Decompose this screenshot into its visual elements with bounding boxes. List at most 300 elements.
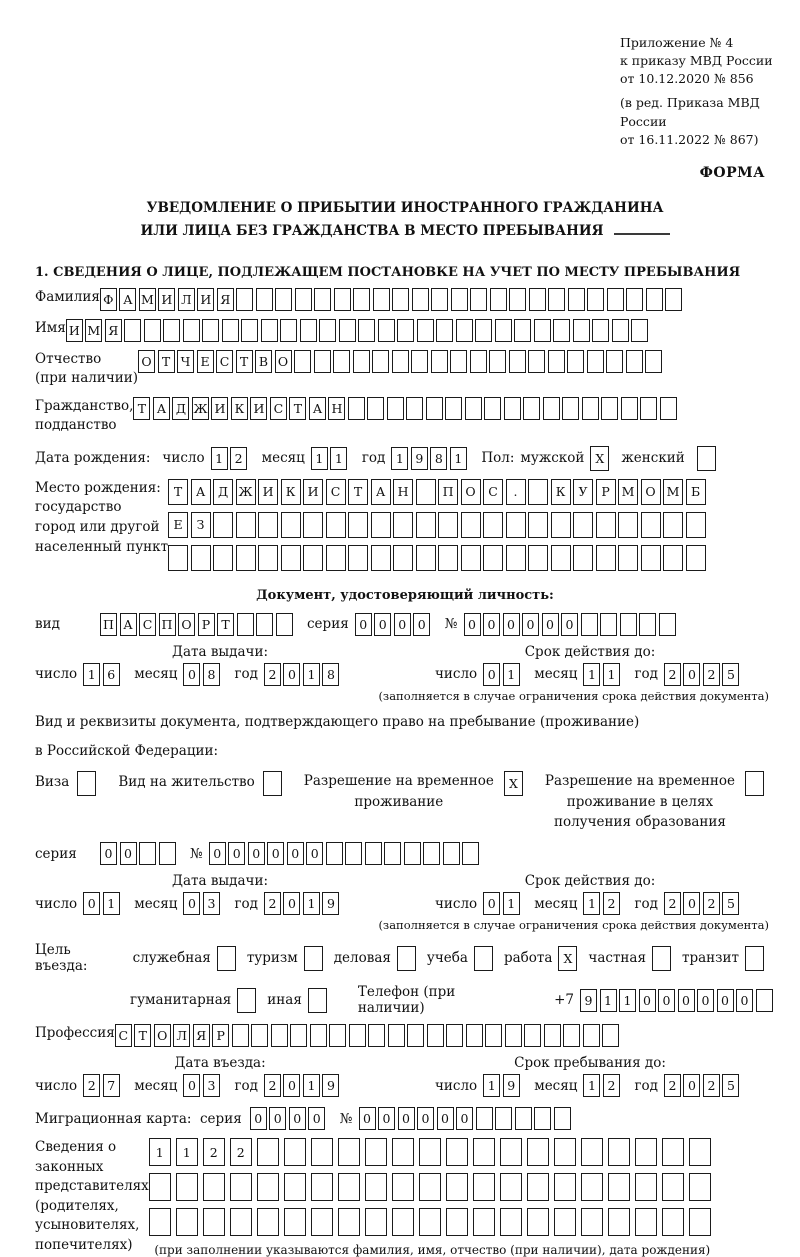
char-box[interactable]: [358, 319, 375, 342]
char-box[interactable]: [392, 288, 409, 311]
char-box[interactable]: О: [178, 613, 195, 636]
purpose-work-checkbox[interactable]: [558, 946, 577, 971]
char-box[interactable]: [490, 288, 507, 311]
char-box[interactable]: [473, 1208, 495, 1236]
char-box[interactable]: [365, 1208, 387, 1236]
char-box[interactable]: [222, 319, 239, 342]
char-box[interactable]: 1: [503, 892, 520, 915]
char-box[interactable]: [581, 1138, 603, 1166]
char-box[interactable]: [527, 1208, 549, 1236]
char-box[interactable]: А: [309, 397, 326, 420]
char-box[interactable]: [573, 545, 593, 571]
char-box[interactable]: И: [211, 397, 228, 420]
char-box[interactable]: 1: [600, 989, 617, 1012]
char-box[interactable]: [462, 842, 479, 865]
char-box[interactable]: [276, 613, 293, 636]
char-box[interactable]: [450, 350, 467, 373]
char-box[interactable]: 0: [287, 842, 304, 865]
purpose-official-checkbox[interactable]: [217, 946, 236, 971]
char-box[interactable]: Т: [217, 613, 234, 636]
char-box[interactable]: 1: [303, 663, 320, 686]
char-box[interactable]: У: [573, 479, 593, 505]
char-box[interactable]: А: [119, 288, 136, 311]
char-box[interactable]: [509, 350, 526, 373]
char-box[interactable]: [583, 1024, 600, 1047]
char-box[interactable]: [397, 319, 414, 342]
char-box[interactable]: П: [438, 479, 458, 505]
char-box[interactable]: [326, 512, 346, 538]
char-box[interactable]: Л: [173, 1024, 190, 1047]
char-box[interactable]: 0: [561, 613, 578, 636]
char-box[interactable]: 2: [603, 1074, 620, 1097]
char-box[interactable]: Ф: [100, 288, 117, 311]
representatives-row-1[interactable]: [149, 1138, 716, 1166]
char-box[interactable]: [417, 319, 434, 342]
char-box[interactable]: [149, 1208, 171, 1236]
char-box[interactable]: 5: [722, 1074, 739, 1097]
char-box[interactable]: [527, 1173, 549, 1201]
char-box[interactable]: [461, 512, 481, 538]
char-box[interactable]: 9: [503, 1074, 520, 1097]
char-box[interactable]: [756, 989, 773, 1012]
char-box[interactable]: [258, 545, 278, 571]
char-box[interactable]: 0: [100, 842, 117, 865]
char-box[interactable]: [371, 545, 391, 571]
residence-series-cells[interactable]: [100, 842, 178, 865]
char-box[interactable]: [427, 1024, 444, 1047]
char-box[interactable]: [635, 1208, 657, 1236]
char-box[interactable]: Т: [168, 479, 188, 505]
char-box[interactable]: [257, 1173, 279, 1201]
char-box[interactable]: 9: [411, 447, 428, 470]
char-box[interactable]: [475, 319, 492, 342]
char-box[interactable]: [319, 319, 336, 342]
char-box[interactable]: 0: [308, 1107, 325, 1130]
char-box[interactable]: К: [281, 479, 301, 505]
char-box[interactable]: 0: [228, 842, 245, 865]
char-box[interactable]: Т: [134, 1024, 151, 1047]
entry-day[interactable]: [83, 1074, 122, 1097]
char-box[interactable]: 2: [703, 1074, 720, 1097]
char-box[interactable]: [371, 512, 391, 538]
char-box[interactable]: Я: [105, 319, 122, 342]
char-box[interactable]: [581, 613, 598, 636]
entry-month[interactable]: [183, 1074, 222, 1097]
char-box[interactable]: [686, 545, 706, 571]
char-box[interactable]: [338, 1208, 360, 1236]
char-box[interactable]: Н: [393, 479, 413, 505]
char-box[interactable]: [504, 397, 521, 420]
char-box[interactable]: 0: [289, 1107, 306, 1130]
char-box[interactable]: [660, 397, 677, 420]
char-box[interactable]: [406, 397, 423, 420]
char-box[interactable]: З: [191, 512, 211, 538]
char-box[interactable]: 0: [717, 989, 734, 1012]
char-box[interactable]: [612, 319, 629, 342]
doc-number-cells[interactable]: [464, 613, 679, 636]
char-box[interactable]: Ж: [192, 397, 209, 420]
char-box[interactable]: [203, 1173, 225, 1201]
char-box[interactable]: 0: [639, 989, 656, 1012]
char-box[interactable]: [237, 613, 254, 636]
char-box[interactable]: 0: [542, 613, 559, 636]
phone-cells[interactable]: [580, 989, 775, 1012]
char-box[interactable]: [514, 319, 531, 342]
char-box[interactable]: [641, 545, 661, 571]
char-box[interactable]: [659, 613, 676, 636]
char-box[interactable]: [476, 1107, 493, 1130]
char-box[interactable]: [563, 1024, 580, 1047]
identity-issue-year[interactable]: [264, 663, 342, 686]
char-box[interactable]: [461, 545, 481, 571]
char-box[interactable]: [524, 1024, 541, 1047]
char-box[interactable]: 8: [430, 447, 447, 470]
char-box[interactable]: [397, 946, 416, 971]
char-box[interactable]: [554, 1208, 576, 1236]
char-box[interactable]: [635, 1138, 657, 1166]
char-box[interactable]: 0: [183, 1074, 200, 1097]
char-box[interactable]: [416, 479, 436, 505]
purpose-study-checkbox[interactable]: [474, 946, 493, 971]
char-box[interactable]: [334, 288, 351, 311]
char-box[interactable]: [483, 512, 503, 538]
char-box[interactable]: [663, 512, 683, 538]
char-box[interactable]: [213, 512, 233, 538]
char-box[interactable]: Т: [348, 479, 368, 505]
char-box[interactable]: [436, 319, 453, 342]
char-box[interactable]: [373, 288, 390, 311]
char-box[interactable]: [294, 350, 311, 373]
char-box[interactable]: 3: [203, 1074, 220, 1097]
char-box[interactable]: К: [231, 397, 248, 420]
purpose-tourism-checkbox[interactable]: [304, 946, 323, 971]
char-box[interactable]: [384, 842, 401, 865]
char-box[interactable]: [639, 613, 656, 636]
char-box[interactable]: [446, 1024, 463, 1047]
char-box[interactable]: [581, 1173, 603, 1201]
char-box[interactable]: И: [250, 397, 267, 420]
char-box[interactable]: [640, 397, 657, 420]
char-box[interactable]: [495, 1107, 512, 1130]
char-box[interactable]: [745, 946, 764, 971]
char-box[interactable]: [645, 350, 662, 373]
residence-valid-month[interactable]: [583, 892, 622, 915]
char-box[interactable]: [419, 1138, 441, 1166]
char-box[interactable]: Л: [178, 288, 195, 311]
char-box[interactable]: [543, 397, 560, 420]
char-box[interactable]: [646, 288, 663, 311]
char-box[interactable]: 0: [678, 989, 695, 1012]
char-box[interactable]: [438, 545, 458, 571]
char-box[interactable]: 2: [703, 892, 720, 915]
char-box[interactable]: Т: [289, 397, 306, 420]
char-box[interactable]: [618, 512, 638, 538]
char-box[interactable]: М: [663, 479, 683, 505]
residence-permit-checkbox[interactable]: [263, 771, 282, 796]
char-box[interactable]: X: [590, 446, 609, 471]
char-box[interactable]: [348, 512, 368, 538]
char-box[interactable]: [311, 1138, 333, 1166]
char-box[interactable]: [500, 1138, 522, 1166]
char-box[interactable]: Я: [217, 288, 234, 311]
char-box[interactable]: [314, 350, 331, 373]
char-box[interactable]: 0: [374, 613, 391, 636]
char-box[interactable]: [689, 1138, 711, 1166]
char-box[interactable]: [388, 1024, 405, 1047]
char-box[interactable]: [473, 1173, 495, 1201]
char-box[interactable]: [505, 1024, 522, 1047]
char-box[interactable]: 0: [483, 663, 500, 686]
residence-issue-day[interactable]: [83, 892, 122, 915]
char-box[interactable]: [495, 319, 512, 342]
char-box[interactable]: Т: [133, 397, 150, 420]
char-box[interactable]: Р: [596, 479, 616, 505]
char-box[interactable]: 2: [264, 892, 281, 915]
char-box[interactable]: Ч: [177, 350, 194, 373]
char-box[interactable]: [404, 842, 421, 865]
char-box[interactable]: [592, 319, 609, 342]
char-box[interactable]: 0: [283, 1074, 300, 1097]
char-box[interactable]: [620, 613, 637, 636]
char-box[interactable]: [176, 1173, 198, 1201]
char-box[interactable]: К: [551, 479, 571, 505]
char-box[interactable]: [236, 512, 256, 538]
char-box[interactable]: [257, 1138, 279, 1166]
char-box[interactable]: [237, 988, 256, 1013]
char-box[interactable]: 0: [183, 663, 200, 686]
char-box[interactable]: Т: [236, 350, 253, 373]
char-box[interactable]: [368, 1024, 385, 1047]
char-box[interactable]: [548, 350, 565, 373]
temp-residence-education-checkbox[interactable]: [745, 771, 764, 796]
char-box[interactable]: [631, 319, 648, 342]
char-box[interactable]: С: [216, 350, 233, 373]
char-box[interactable]: [445, 397, 462, 420]
char-box[interactable]: [534, 319, 551, 342]
char-box[interactable]: [470, 350, 487, 373]
char-box[interactable]: [465, 397, 482, 420]
char-box[interactable]: 2: [230, 1138, 252, 1166]
char-box[interactable]: [473, 1138, 495, 1166]
char-box[interactable]: [600, 613, 617, 636]
char-box[interactable]: Д: [213, 479, 233, 505]
char-box[interactable]: [392, 1138, 414, 1166]
char-box[interactable]: [412, 288, 429, 311]
char-box[interactable]: [263, 771, 282, 796]
char-box[interactable]: [606, 350, 623, 373]
char-box[interactable]: 1: [583, 892, 600, 915]
char-box[interactable]: 0: [437, 1107, 454, 1130]
char-box[interactable]: [230, 1208, 252, 1236]
identity-valid-year[interactable]: [664, 663, 742, 686]
char-box[interactable]: [506, 545, 526, 571]
char-box[interactable]: [393, 512, 413, 538]
residence-number-cells[interactable]: [209, 842, 482, 865]
char-box[interactable]: [271, 1024, 288, 1047]
char-box[interactable]: [608, 1173, 630, 1201]
char-box[interactable]: Р: [198, 613, 215, 636]
char-box[interactable]: [689, 1173, 711, 1201]
char-box[interactable]: 5: [722, 663, 739, 686]
char-box[interactable]: 0: [398, 1107, 415, 1130]
char-box[interactable]: М: [139, 288, 156, 311]
char-box[interactable]: 0: [209, 842, 226, 865]
char-box[interactable]: 0: [267, 842, 284, 865]
char-box[interactable]: [365, 1173, 387, 1201]
char-box[interactable]: [423, 842, 440, 865]
char-box[interactable]: [607, 288, 624, 311]
purpose-humanitarian-checkbox[interactable]: [237, 988, 256, 1013]
char-box[interactable]: [534, 1107, 551, 1130]
char-box[interactable]: [567, 350, 584, 373]
char-box[interactable]: 2: [230, 447, 247, 470]
identity-valid-month[interactable]: [583, 663, 622, 686]
citizenship-cells[interactable]: [133, 397, 679, 420]
char-box[interactable]: 0: [483, 892, 500, 915]
char-box[interactable]: [602, 1024, 619, 1047]
char-box[interactable]: [416, 512, 436, 538]
purpose-transit-checkbox[interactable]: [745, 946, 764, 971]
char-box[interactable]: [689, 1208, 711, 1236]
char-box[interactable]: 0: [394, 613, 411, 636]
char-box[interactable]: [544, 1024, 561, 1047]
char-box[interactable]: 1: [619, 989, 636, 1012]
char-box[interactable]: 2: [664, 892, 681, 915]
char-box[interactable]: [446, 1173, 468, 1201]
char-box[interactable]: [372, 350, 389, 373]
char-box[interactable]: [573, 512, 593, 538]
char-box[interactable]: 1: [176, 1138, 198, 1166]
char-box[interactable]: 1: [330, 447, 347, 470]
char-box[interactable]: 0: [413, 613, 430, 636]
char-box[interactable]: [139, 842, 156, 865]
char-box[interactable]: 0: [306, 842, 323, 865]
char-box[interactable]: [311, 1208, 333, 1236]
char-box[interactable]: 2: [664, 1074, 681, 1097]
char-box[interactable]: 3: [203, 892, 220, 915]
char-box[interactable]: И: [66, 319, 83, 342]
representatives-row-3[interactable]: [149, 1208, 716, 1236]
char-box[interactable]: [236, 545, 256, 571]
char-box[interactable]: 0: [83, 892, 100, 915]
char-box[interactable]: 8: [322, 663, 339, 686]
migration-number-cells[interactable]: [359, 1107, 574, 1130]
char-box[interactable]: [176, 1208, 198, 1236]
char-box[interactable]: 1: [211, 447, 228, 470]
char-box[interactable]: [485, 1024, 502, 1047]
char-box[interactable]: 0: [683, 663, 700, 686]
residence-valid-day[interactable]: [483, 892, 522, 915]
char-box[interactable]: [500, 1173, 522, 1201]
char-box[interactable]: 1: [503, 663, 520, 686]
char-box[interactable]: [217, 946, 236, 971]
char-box[interactable]: [345, 842, 362, 865]
char-box[interactable]: 2: [83, 1074, 100, 1097]
char-box[interactable]: 1: [303, 892, 320, 915]
char-box[interactable]: [431, 288, 448, 311]
char-box[interactable]: [353, 288, 370, 311]
char-box[interactable]: [745, 771, 764, 796]
char-box[interactable]: 9: [580, 989, 597, 1012]
char-box[interactable]: А: [191, 479, 211, 505]
doc-type-cells[interactable]: [100, 613, 295, 636]
char-box[interactable]: [528, 350, 545, 373]
char-box[interactable]: [392, 1173, 414, 1201]
char-box[interactable]: 1: [603, 663, 620, 686]
char-box[interactable]: 0: [359, 1107, 376, 1130]
purpose-private-checkbox[interactable]: [652, 946, 671, 971]
char-box[interactable]: И: [197, 288, 214, 311]
char-box[interactable]: [446, 1208, 468, 1236]
char-box[interactable]: X: [504, 771, 523, 796]
char-box[interactable]: [241, 319, 258, 342]
char-box[interactable]: [573, 319, 590, 342]
char-box[interactable]: [554, 1138, 576, 1166]
char-box[interactable]: В: [255, 350, 272, 373]
char-box[interactable]: [523, 397, 540, 420]
char-box[interactable]: 5: [722, 892, 739, 915]
char-box[interactable]: 1: [583, 663, 600, 686]
purpose-other-checkbox[interactable]: [308, 988, 327, 1013]
char-box[interactable]: [295, 288, 312, 311]
char-box[interactable]: 0: [120, 842, 137, 865]
char-box[interactable]: Ж: [236, 479, 256, 505]
temp-residence-checkbox[interactable]: [504, 771, 523, 796]
char-box[interactable]: 0: [456, 1107, 473, 1130]
char-box[interactable]: А: [371, 479, 391, 505]
char-box[interactable]: [256, 613, 273, 636]
char-box[interactable]: [213, 545, 233, 571]
char-box[interactable]: [697, 446, 716, 471]
char-box[interactable]: 0: [248, 842, 265, 865]
char-box[interactable]: [348, 397, 365, 420]
char-box[interactable]: [528, 512, 548, 538]
char-box[interactable]: [635, 1173, 657, 1201]
female-checkbox[interactable]: [697, 446, 716, 471]
char-box[interactable]: [365, 1138, 387, 1166]
char-box[interactable]: [284, 1173, 306, 1201]
char-box[interactable]: [304, 946, 323, 971]
char-box[interactable]: 0: [250, 1107, 267, 1130]
char-box[interactable]: 1: [303, 1074, 320, 1097]
char-box[interactable]: [310, 1024, 327, 1047]
char-box[interactable]: Н: [328, 397, 345, 420]
char-box[interactable]: [416, 545, 436, 571]
char-box[interactable]: [528, 545, 548, 571]
char-box[interactable]: [303, 512, 323, 538]
char-box[interactable]: 2: [603, 892, 620, 915]
char-box[interactable]: 2: [264, 663, 281, 686]
char-box[interactable]: [308, 988, 327, 1013]
profession-cells[interactable]: [115, 1024, 622, 1047]
char-box[interactable]: Я: [193, 1024, 210, 1047]
char-box[interactable]: [596, 545, 616, 571]
char-box[interactable]: А: [120, 613, 137, 636]
representatives-row-2[interactable]: [149, 1173, 716, 1201]
char-box[interactable]: [284, 1138, 306, 1166]
char-box[interactable]: [149, 1173, 171, 1201]
char-box[interactable]: О: [641, 479, 661, 505]
char-box[interactable]: [554, 1173, 576, 1201]
char-box[interactable]: [451, 288, 468, 311]
char-box[interactable]: [367, 397, 384, 420]
char-box[interactable]: .: [506, 479, 526, 505]
char-box[interactable]: [551, 512, 571, 538]
residence-issue-year[interactable]: [264, 892, 342, 915]
char-box[interactable]: [438, 512, 458, 538]
char-box[interactable]: [124, 319, 141, 342]
char-box[interactable]: Т: [158, 350, 175, 373]
